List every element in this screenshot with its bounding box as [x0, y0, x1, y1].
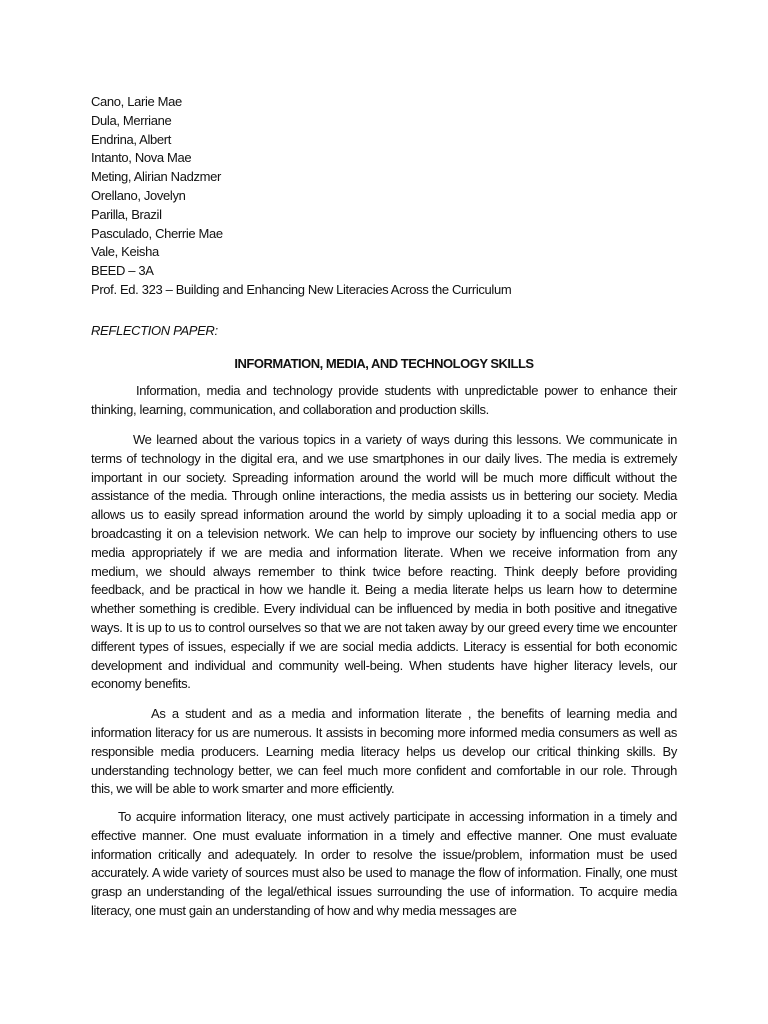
author-name: Intanto, Nova Mae: [91, 150, 192, 166]
author-name: Parilla, Brazil: [91, 206, 162, 222]
author-name: Orellano, Jovelyn: [91, 187, 186, 203]
body-paragraph: To acquire information literacy, one must actively participate in accessing information in a timely and effective manner. One must evaluate information in a timely and effective manner. One must evaluate information critically and adequately. In order to resolve the issue/problem, information must be used accurately. A wide variety of sources must also be used to manage the flow of information. Finally, one must grasp an understanding of the legal/ethical issues surrounding the use of information. To acquire media literacy, one must gain an understanding of how and why media messages are: [91, 809, 677, 919]
author-name: Dula, Merriane: [91, 112, 172, 128]
author-name: Pasculado, Cherrie Mae: [91, 225, 223, 241]
author-name: Endrina, Albert: [91, 131, 172, 147]
author-name: Meting, Alirian Nadzmer: [91, 169, 221, 185]
body-paragraph: As a student and as a media and information literate , the benefits of learning media and information literacy for us are numerous. It assists in becoming more informed media consumers as well as responsible media producers. Learning media literacy helps us develop our critical thinking skills. By understanding technology better, we can feel much more confident and comfortable in our role. Through this, we will be able to work smarter and more efficiently.: [91, 706, 677, 797]
paper-title: INFORMATION, MEDIA, AND TECHNOLOGY SKILLS: [234, 355, 534, 371]
author-list: [91, 93, 677, 300]
course-name: Prof. Ed. 323 – Building and Enhancing New Literacies Across the Curriculum: [91, 281, 512, 297]
document-body: [91, 93, 677, 921]
reflection-label: REFLECTION PAPER:: [91, 322, 218, 338]
author-name: Cano, Larie Mae: [91, 94, 182, 109]
author-name: Vale, Keisha: [91, 244, 159, 260]
body-paragraph: Information, media and technology provide students with unpredictable power to enhance their thinking, learning, communication, and collaboration and production skills.: [91, 383, 677, 418]
section-name: BEED – 3A: [91, 263, 154, 279]
body-paragraph: We learned about the various topics in a variety of ways during this lessons. We communicate in terms of technology in the digital era, and we use smartphones in our daily lives. The media is extremely important in our society. Spreading information around the world will be much more difficult without the assistance of the media. Through online interactions, the media assists us in bettering our society. Media allows us to easily spread information around the world by simply uploading it to a social media app or broadcasting it on a television network. We can help to improve our society by influencing others to use media appropriately if we are media and information literate. When we receive information from any medium, we should always remember to think twice before reacting. Think deeply before providing feedback, and be practical in how we handle it. Being a media literate helps us learn how to determine whether something is credible. Every individual can be influenced by media in both positive and itnegative ways. It is up to us to control ourselves so that we are not taken away by our greed every time we encounter different types of issues, especially if we are social media addicts. Literacy is essential for both economic development and individual and community well-being. When students have higher literacy levels, our economy benefits.: [91, 431, 677, 692]
